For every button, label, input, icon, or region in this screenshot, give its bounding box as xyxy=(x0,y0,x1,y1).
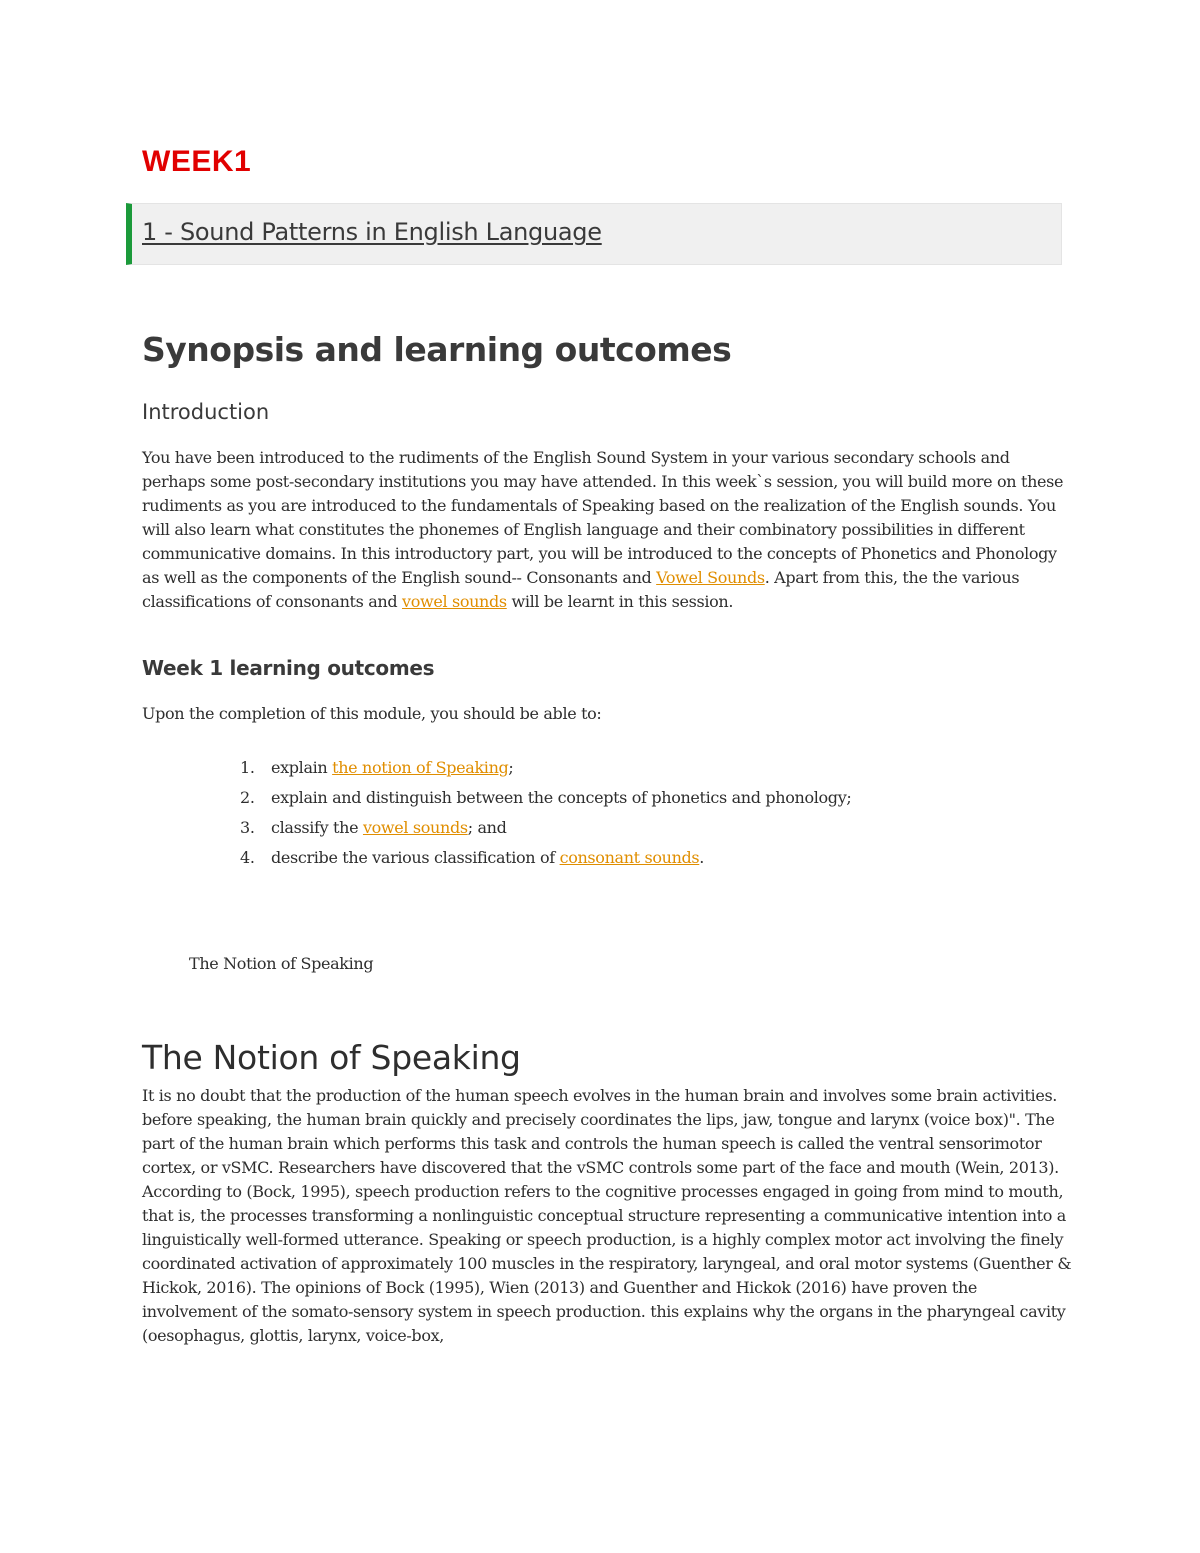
outcomes-heading: Week 1 learning outcomes xyxy=(142,656,435,680)
notion-of-speaking-link[interactable]: the notion of Speaking xyxy=(332,758,509,777)
notion-subheading: The Notion of Speaking xyxy=(189,954,374,973)
intro-text-2: . Apart from this, the the various classifications of consonants and xyxy=(142,568,1020,611)
list-text-post: ; and xyxy=(467,818,507,837)
synopsis-heading: Synopsis and learning outcomes xyxy=(142,330,732,369)
vowel-sounds-outcome-link[interactable]: vowel sounds xyxy=(362,818,468,837)
notion-heading: The Notion of Speaking xyxy=(142,1038,521,1077)
notion-paragraph: It is no doubt that the production of the human speech evolves in the human brain and involves some brain activities. before speaking, the human brain quickly and precisely coordinates the lips, jaw, tongue and larynx (voice box)". The part of the human brain which performs this task and controls the human speech is called the ventral sensorimotor cortex, or vSMC. Researchers have discovered that the vSMC controls some part of the face and mouth (Wein, 2013). According to (Bock, 1995), speech production refers to the cognitive processes engaged in going from mind to mouth, that is, the processes transforming a nonlinguistic conceptual structure representing a communicative intention into a linguistically well-formed utterance. Speaking or speech production, is a highly complex motor act involving the finely coordinated activation of approximately 100 muscles in the respiratory, laryngeal, and oral motor systems (Guenther & Hickok, 2016). The opinions of Bock (1995), Wien (2013) and Guenther and Hickok (2016) have proven the involvement of the somato-sensory system in speech production. this explains why the organs in the pharyngeal cavity (oesophagus, glottis, larynx, voice-box, xyxy=(142,1086,1072,1345)
list-number: 3. xyxy=(240,818,255,837)
introduction-heading: Introduction xyxy=(142,400,270,424)
introduction-paragraph xyxy=(142,446,1072,614)
list-text-post: . xyxy=(699,848,705,867)
list-number: 2. xyxy=(240,788,255,807)
list-item xyxy=(240,756,851,786)
vowel-sounds-link-2[interactable]: vowel sounds xyxy=(402,592,507,611)
vowel-sounds-link[interactable]: Vowel Sounds xyxy=(656,568,765,587)
section-header-box xyxy=(126,203,1062,265)
week-title: WEEK1 xyxy=(142,145,252,178)
list-text: describe the various classification of xyxy=(271,848,560,867)
list-item xyxy=(240,816,851,846)
list-text: classify the xyxy=(271,818,363,837)
list-number: 1. xyxy=(240,758,255,777)
intro-text-1: You have been introduced to the rudiments of the English Sound System in your various secondary schools and perhaps some post-secondary institutions you may have attended. In this week`s session, you will build more on these rudiments as you are introduced to the fundamentals of Speaking based on the realization of the English sounds. You will also learn what constitutes the phonemes of English language and their combinatory possibilities in different communicative domains. In this introductory part, you will be introduced to the concepts of Phonetics and Phonology as well as the components of the English sound-- Consonants and xyxy=(142,448,1064,587)
outcomes-lead: Upon the completion of this module, you should be able to: xyxy=(142,704,602,723)
list-number: 4. xyxy=(240,848,255,867)
list-text: explain xyxy=(271,758,333,777)
outcomes-list xyxy=(240,756,851,876)
list-text: explain and distinguish between the concepts of phonetics and phonology; xyxy=(271,788,852,807)
list-item xyxy=(240,786,851,816)
list-text-post: ; xyxy=(508,758,514,777)
list-item xyxy=(240,846,851,876)
intro-text-3: will be learnt in this session. xyxy=(506,592,734,611)
section-title-link[interactable]: 1 - Sound Patterns in English Language xyxy=(142,218,602,246)
consonant-sounds-link[interactable]: consonant sounds xyxy=(559,848,700,867)
